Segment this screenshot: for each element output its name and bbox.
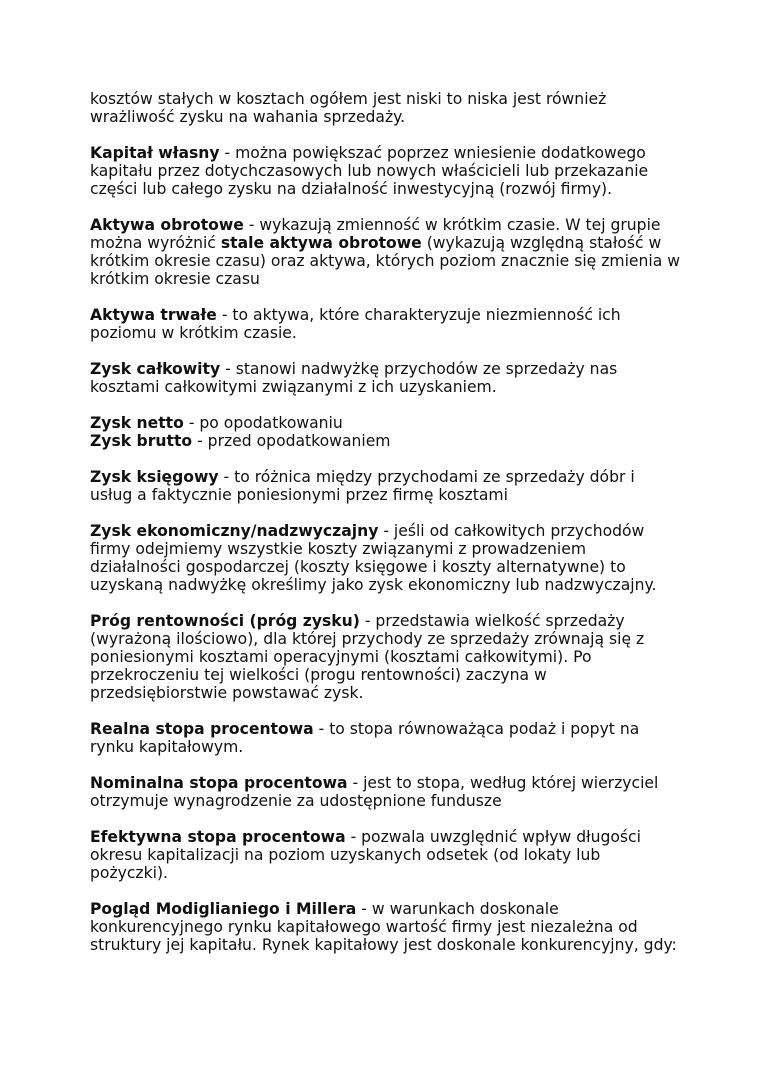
term-modigliani-miller: Pogląd Modiglianiego i Millera xyxy=(90,900,357,918)
definition-kapital-wlasny xyxy=(90,144,680,198)
definition-realna-stopa xyxy=(90,720,680,756)
definition-text: - przed opodatkowaniem xyxy=(192,432,391,450)
definition-text: - po opodatkowaniu xyxy=(183,414,343,432)
definition-text: - w warunkach doskonale konkurencyjnego rynku kapitałowego wartość firmy jest niezależna od struktury jej kapitału. Rynek kapitałowy jest doskonale konkurencyjny, gdy: xyxy=(90,900,677,954)
term-stale-aktywa-obrotowe: stale aktywa obrotowe xyxy=(220,234,422,252)
definition-nominalna-stopa xyxy=(90,774,680,810)
term-kapital-wlasny: Kapitał własny xyxy=(90,144,220,162)
intro-paragraph xyxy=(90,90,680,126)
definition-text: - stanowi nadwyżkę przychodów ze sprzedaży nas kosztami całkowitymi związanymi z ich uzyskaniem. xyxy=(90,360,618,396)
term-zysk-brutto: Zysk brutto xyxy=(90,432,193,450)
definition-text: - pozwala uwzględnić wpływ długości okresu kapitalizacji na poziom uzyskanych odsetek (od lokaty lub pożyczki). xyxy=(90,828,641,882)
term-nominalna-stopa: Nominalna stopa procentowa xyxy=(90,774,348,792)
definition-text: - jeśli od całkowitych przychodów firmy odejmiemy wszystkie koszty związanymi z prowadzeniem działalności gospodarczej (koszty księgowe i koszty alternatywne) to uzyskaną nadwyżkę określimy jako zysk ekonomiczny lub nadzwyczajny. xyxy=(90,522,657,594)
intro-text: kosztów stałych w kosztach ogółem jest niski to niska jest również wrażliwość zysku na wahania sprzedaży. xyxy=(90,90,607,126)
document-page xyxy=(90,90,680,972)
definition-zysk-ksiegowy xyxy=(90,468,680,504)
definition-zysk-brutto xyxy=(90,432,680,450)
term-zysk-calkowity: Zysk całkowity xyxy=(90,360,221,378)
term-aktywa-trwale: Aktywa trwałe xyxy=(90,306,217,324)
definition-text: (wykazują względną stałość w krótkim okresie czasu) oraz aktywa, których poziom znacznie się zmienia w krótkim okresie czasu xyxy=(90,234,680,288)
definition-text: - można powiększać poprzez wniesienie dodatkowego kapitału przez dotychczasowych lub nowych właścicieli lub przekazanie części lub całego zysku na działalność inwestycyjną (rozwój firmy). xyxy=(90,144,649,198)
definition-aktywa-trwale xyxy=(90,306,680,342)
definition-text: - wykazują zmienność w krótkim czasie. W tej grupie można wyróżnić xyxy=(90,216,661,252)
term-prog-rentownosci: Próg rentowności (próg zysku) xyxy=(90,612,360,630)
term-efektywna-stopa: Efektywna stopa procentowa xyxy=(90,828,346,846)
definition-modigliani-miller xyxy=(90,900,680,954)
definition-text: - przedstawia wielkość sprzedaży (wyrażoną ilościowo), dla której przychody ze sprzedaży zrównają się z poniesionymi kosztami operacyjnymi (kosztami całkowitymi). Po przekroczeniu tej wielkości (progu rentowności) zaczyna w przedsiębiorstwie powstawać zysk. xyxy=(90,612,645,702)
definition-efektywna-stopa xyxy=(90,828,680,882)
term-zysk-netto: Zysk netto xyxy=(90,414,184,432)
definition-zysk-calkowity xyxy=(90,360,680,396)
term-zysk-ksiegowy: Zysk księgowy xyxy=(90,468,219,486)
definition-text: - jest to stopa, według której wierzyciel otrzymuje wynagrodzenie za udostępnione fundusze xyxy=(90,774,659,810)
definition-prog-rentownosci xyxy=(90,612,680,702)
term-aktywa-obrotowe: Aktywa obrotowe xyxy=(90,216,244,234)
term-zysk-ekonomiczny: Zysk ekonomiczny/nadzwyczajny xyxy=(90,522,379,540)
definition-aktywa-obrotowe xyxy=(90,216,680,288)
term-realna-stopa: Realna stopa procentowa xyxy=(90,720,314,738)
definition-zysk-netto xyxy=(90,414,680,432)
definition-zysk-ekonomiczny xyxy=(90,522,680,594)
definition-text: - to aktywa, które charakteryzuje niezmienność ich poziomu w krótkim czasie. xyxy=(90,306,621,342)
definition-text: - to różnica między przychodami ze sprzedaży dóbr i usług a faktycznie poniesionymi przez firmę kosztami xyxy=(90,468,635,504)
definition-text: - to stopa równoważąca podaż i popyt na rynku kapitałowym. xyxy=(90,720,640,756)
